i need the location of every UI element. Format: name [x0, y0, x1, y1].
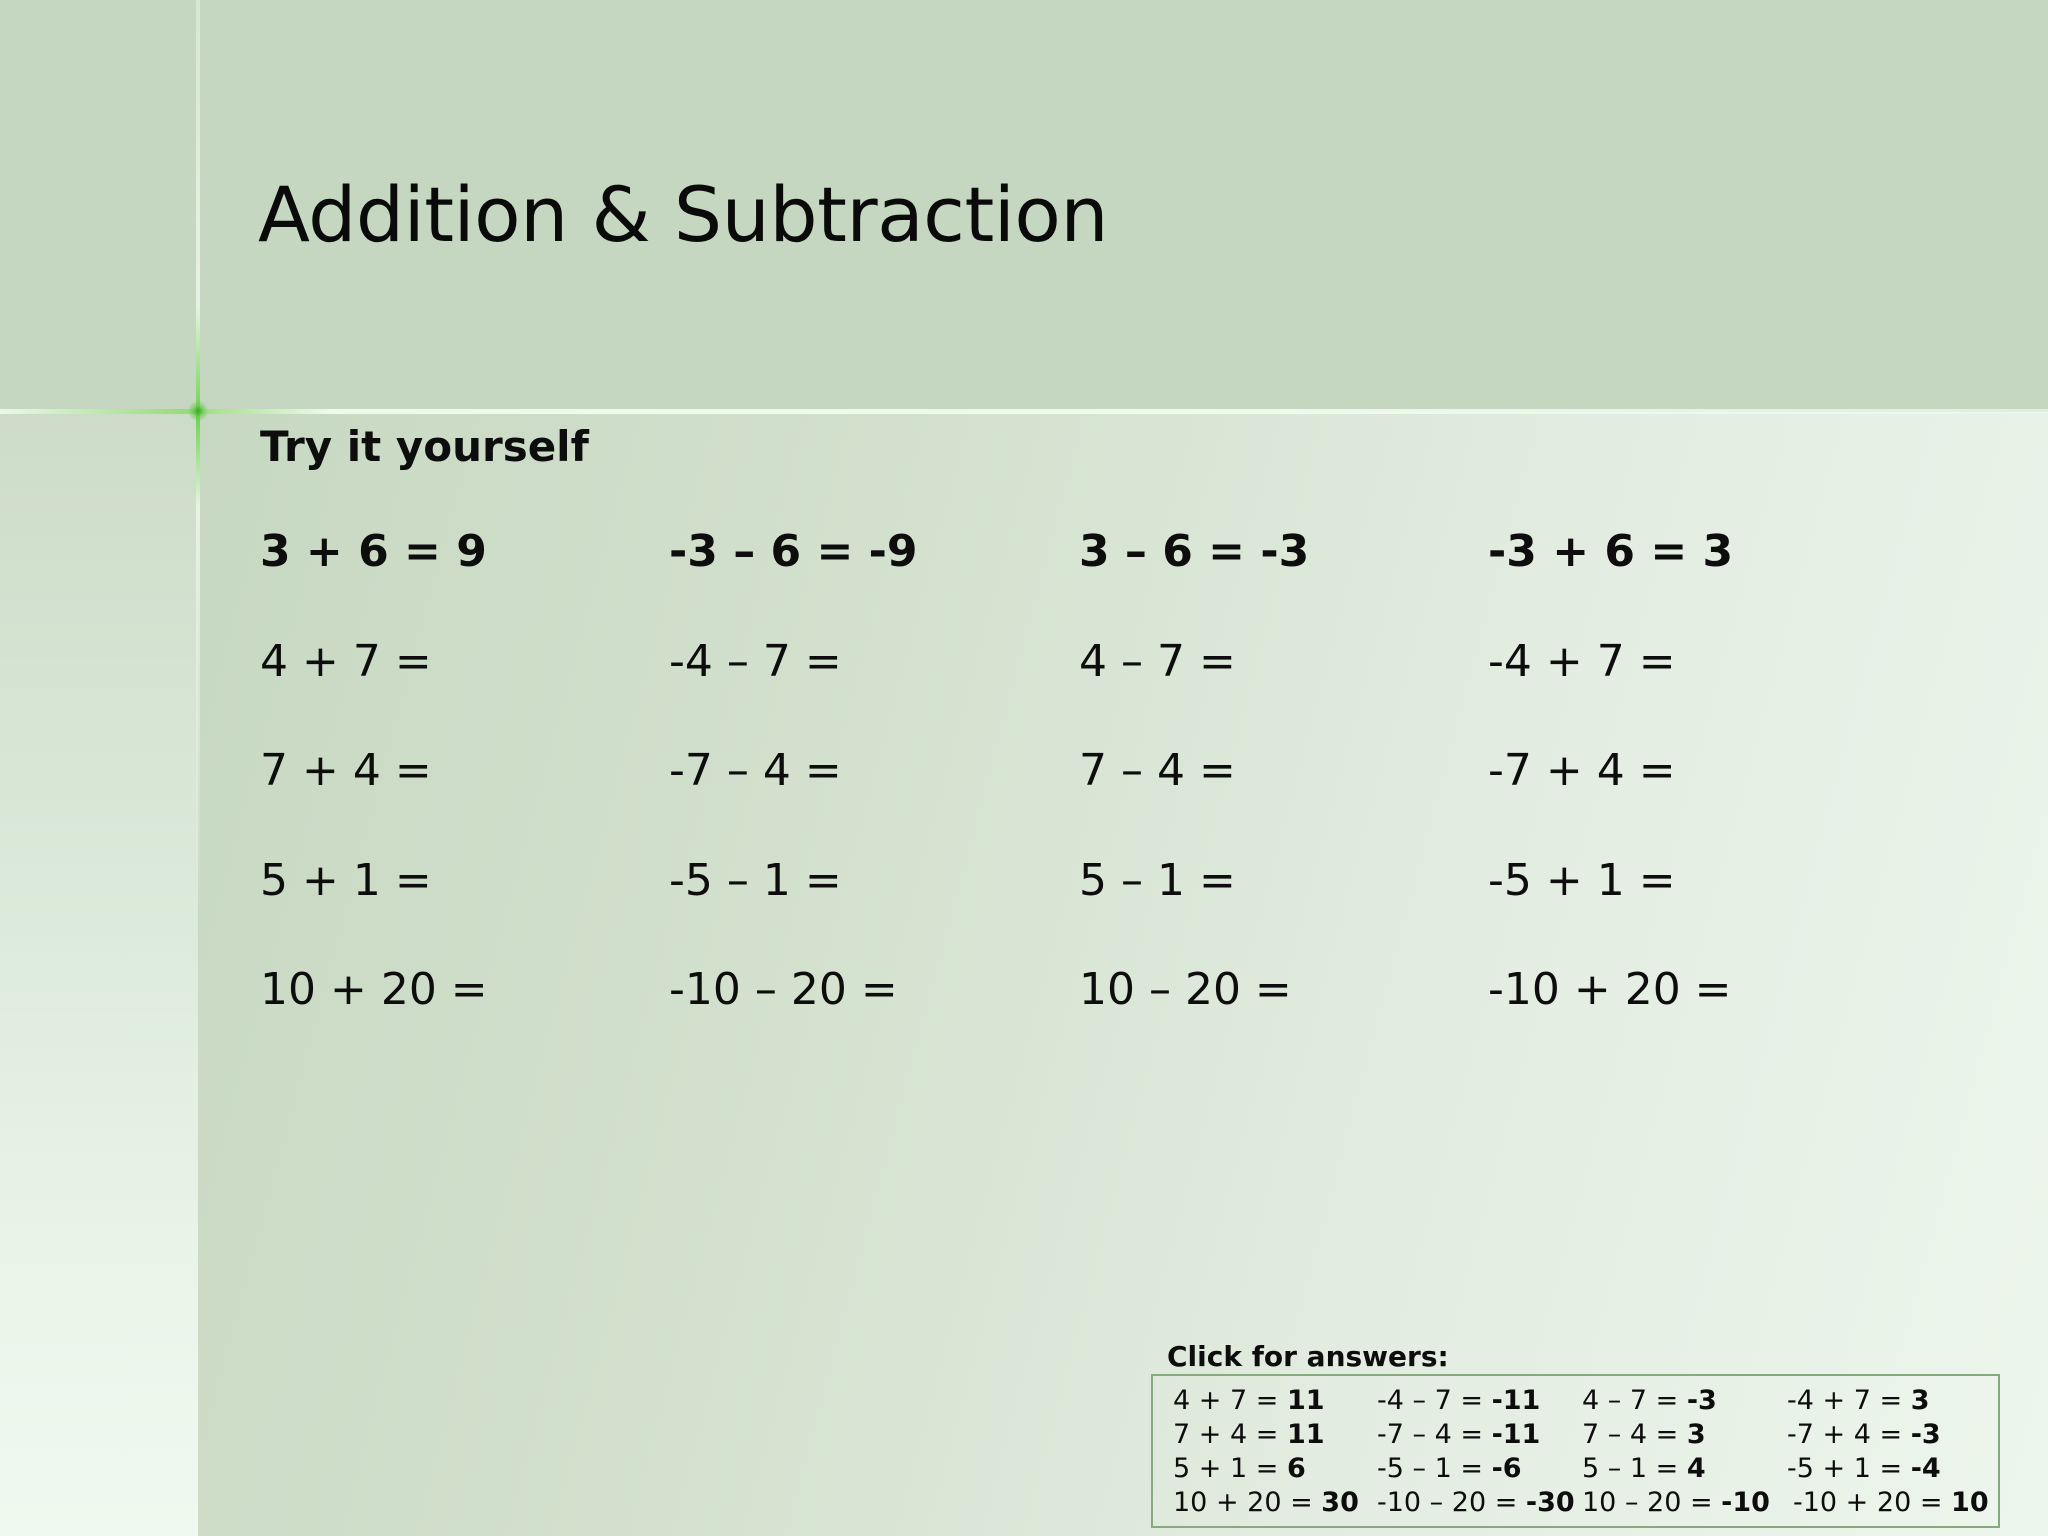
answer-item: -5 + 1 = -4	[1787, 1453, 1941, 1484]
slide-subtitle: Try it yourself	[260, 422, 589, 471]
problem: 4 + 7 =	[260, 636, 432, 687]
answer-item: -7 – 4 = -11	[1377, 1419, 1541, 1450]
example-2: -3 – 6 = -9	[669, 526, 918, 577]
answer-item: -10 – 20 = -30	[1377, 1487, 1575, 1518]
problem: -7 + 4 =	[1488, 745, 1676, 796]
problem: -10 – 20 =	[669, 964, 898, 1015]
answer-item: -10 + 20 = 10	[1793, 1487, 1989, 1518]
answer-item: 4 + 7 = 11	[1173, 1385, 1325, 1416]
problem: -5 + 1 =	[1488, 855, 1676, 906]
accent-star	[188, 401, 208, 421]
problem: -4 – 7 =	[669, 636, 842, 687]
example-4: -3 + 6 = 3	[1488, 526, 1734, 577]
answer-item: -4 + 7 = 3	[1787, 1385, 1930, 1416]
problem: 10 + 20 =	[260, 964, 488, 1015]
answer-item: -4 – 7 = -11	[1377, 1385, 1541, 1416]
exercise-grid	[260, 526, 1900, 1036]
answers-label[interactable]: Click for answers:	[1167, 1340, 1449, 1373]
answer-item: 7 + 4 = 11	[1173, 1419, 1325, 1450]
answer-item: 5 – 1 = 4	[1582, 1453, 1706, 1484]
example-3: 3 – 6 = -3	[1079, 526, 1310, 577]
left-band	[0, 412, 198, 1536]
answer-item: -5 – 1 = -6	[1377, 1453, 1522, 1484]
answer-item: 5 + 1 = 6	[1173, 1453, 1306, 1484]
answer-item: 7 – 4 = 3	[1582, 1419, 1706, 1450]
horizontal-accent-line	[0, 409, 2048, 414]
problem: 5 + 1 =	[260, 855, 432, 906]
answers-box[interactable]	[1151, 1374, 2000, 1528]
problem: -5 – 1 =	[669, 855, 842, 906]
problem: -7 – 4 =	[669, 745, 842, 796]
problem: 7 – 4 =	[1079, 745, 1236, 796]
answer-item: 10 + 20 = 30	[1173, 1487, 1359, 1518]
answer-item: 4 – 7 = -3	[1582, 1385, 1717, 1416]
answer-item: 10 – 20 = -10	[1582, 1487, 1770, 1518]
problem: 10 – 20 =	[1079, 964, 1292, 1015]
problem: 5 – 1 =	[1079, 855, 1236, 906]
vertical-accent-line	[196, 0, 200, 1536]
answer-item: -7 + 4 = -3	[1787, 1419, 1941, 1450]
problem: -4 + 7 =	[1488, 636, 1676, 687]
problem: -10 + 20 =	[1488, 964, 1732, 1015]
example-1: 3 + 6 = 9	[260, 526, 487, 577]
problem: 4 – 7 =	[1079, 636, 1236, 687]
slide-title: Addition & Subtraction	[258, 170, 1109, 259]
problem: 7 + 4 =	[260, 745, 432, 796]
